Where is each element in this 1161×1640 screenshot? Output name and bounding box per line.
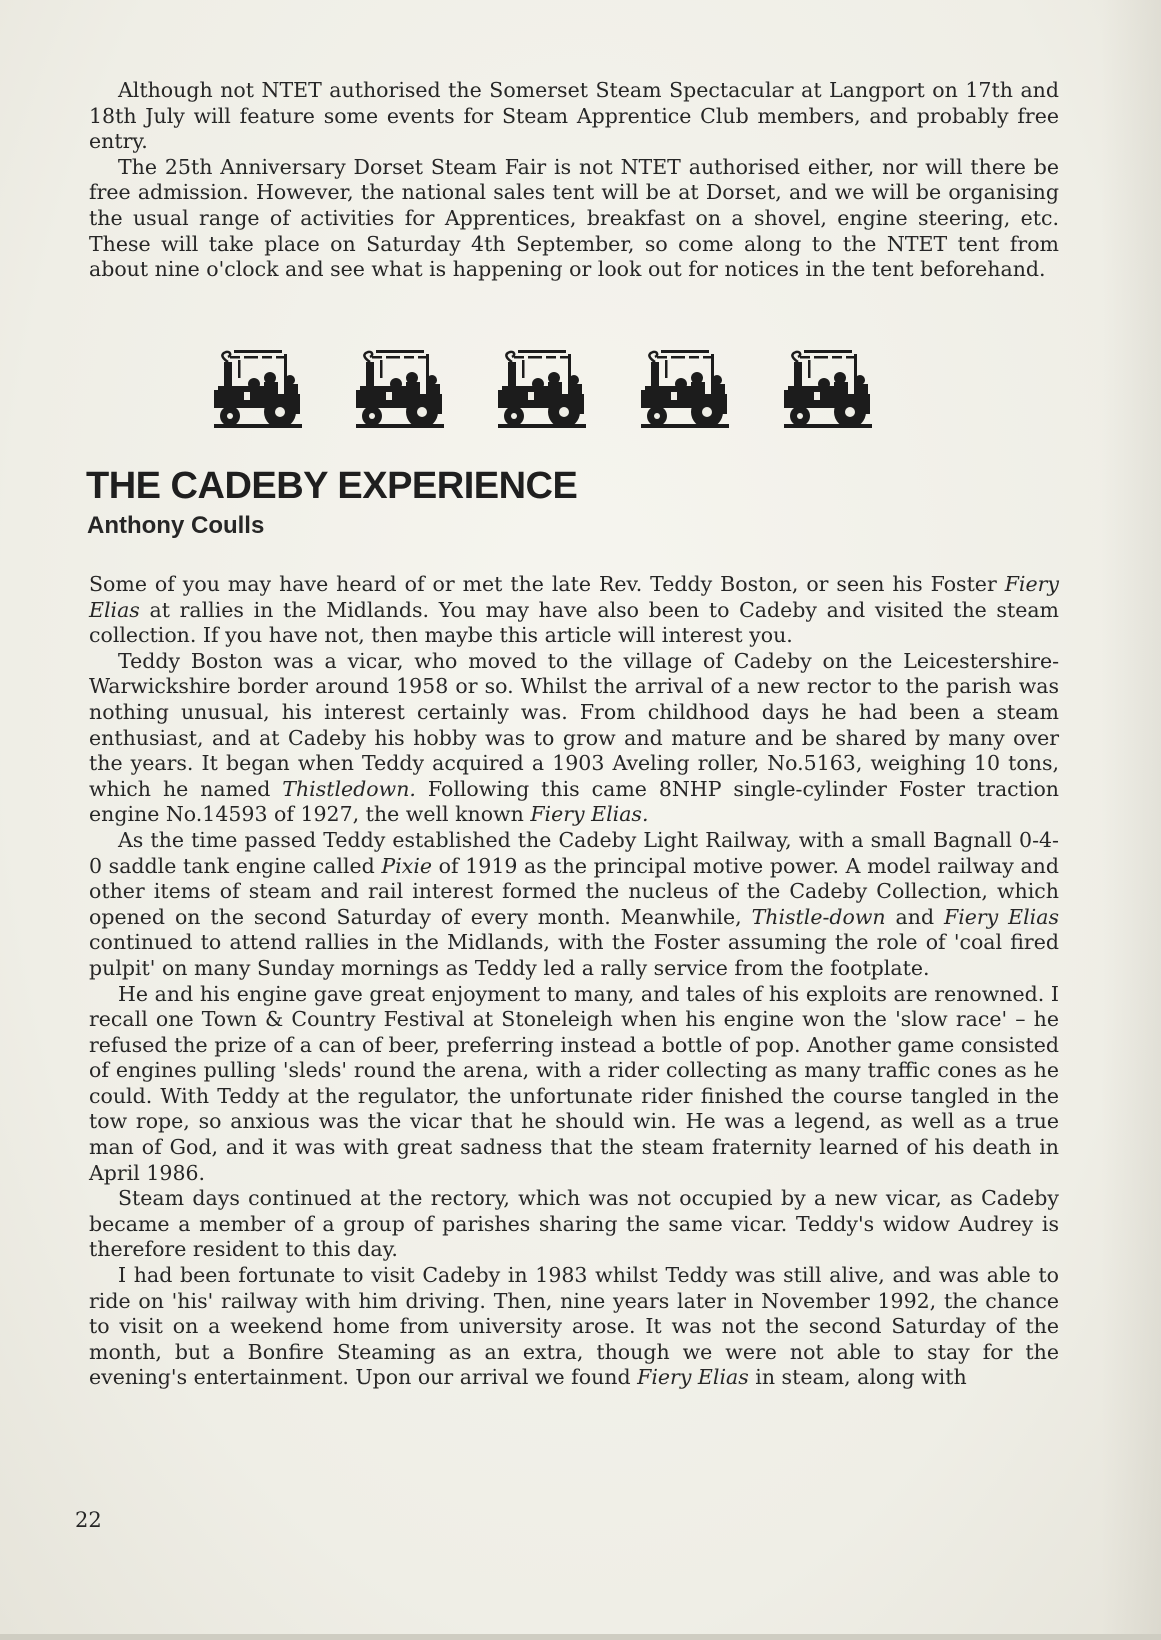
text-run: at rallies in the Midlands. You may have also been to Cadeby and visited the steam collection. If you have not, then maybe this article will interest you. (89, 597, 1059, 648)
text-run: in steam, along with (748, 1365, 967, 1390)
intro-paragraph: The 25th Anniversary Dorset Steam Fair is not NTET authorised either, nor will there be free admission. However, the national sales tent will be at Dorset, and we will be organising the usual range of activities for Apprentices, breakfast on a shovel, engine steering, etc. These will take place on Saturday 4th September, so come along to the NTET tent from about nine o'clock and see what is happening or look out for notices in the tent beforehand. (89, 154, 1059, 282)
italic-text: Pixie (381, 853, 433, 878)
traction-engine-divider (214, 350, 914, 432)
page-shadow (1101, 0, 1161, 1640)
page-number: 22 (75, 1508, 102, 1532)
traction-engine-icon (356, 350, 446, 430)
italic-text: Fiery Elias (637, 1365, 749, 1390)
text-run: As the time passed Teddy established the Cadeby Light Railway, with a small Bagnall 0-4-0 saddle tank engine called (89, 827, 1059, 878)
italic-text: Thistle-down (751, 904, 886, 929)
article-paragraph (89, 1263, 1059, 1391)
traction-engine-icon (784, 350, 874, 430)
text-run: Following this came 8NHP single-cylinder Foster traction engine No.14593 of 1927, the well known (89, 776, 1059, 827)
article-paragraph (89, 1186, 1059, 1263)
text-run: Some of you may have heard of or met the late Rev. Teddy Boston, or seen his Foster (89, 572, 1005, 596)
text-run: and (885, 904, 944, 929)
traction-engine-icon (498, 350, 588, 430)
article-paragraph (89, 649, 1059, 828)
italic-text: Fiery Elias (943, 904, 1059, 929)
text-run: continued to attend rallies in the Midlands, with the Foster assuming the role of 'coal fired pulpit' on many Sunday mornings as Teddy led a rally service from the footplate. (89, 930, 1059, 980)
traction-engine-icon (214, 350, 304, 430)
text-run: Teddy Boston was a vicar, who moved to the village of Cadeby on the Leicestershire-Warwickshire border around 1958 or so. Whilst the arrival of a new rector to the parish was nothing unusual, his interest certainly was. From childhood days he had been a steam enthusiast, and at Cadeby his hobby was to grow and mature and be shared by many over the years. It began when Teddy acquired a 1903 Aveling roller, No.5163, weighing 10 tons, which he named (89, 648, 1059, 801)
text-run: Steam days continued at the rectory, which was not occupied by a new vicar, as Cadeby became a member of a group of parishes sharing the same vicar. Teddy's widow Audrey is therefore resident to this day. (89, 1186, 1059, 1262)
intro-paragraph: Although not NTET authorised the Somerset Steam Spectacular at Langport on 17th and 18th July will feature some events for Steam Apprentice Club members, and probably free entry. (89, 78, 1059, 154)
text-run: He and his engine gave great enjoyment to many, and tales of his exploits are renowned. I recall one Town & Country Festival at Stoneleigh when his engine won the 'slow race' – he refused the prize of a can of beer, preferring instead a bottle of pop. Another game consisted of engines pulling 'sleds' round the arena, with a rider collecting as many traffic cones as he could. With Teddy at the regulator, the unfortunate rider finished the course tangled in the tow rope, so anxious was the vicar that he should win. He was a legend, as well as a true man of God, and it was with great sadness that the steam fraternity learned of his death in April 1986. (89, 981, 1059, 1185)
text-run: I had been fortunate to visit Cadeby in 1983 whilst Teddy was still alive, and was able to ride on 'his' railway with him driving. Then, nine years later in November 1992, the chance to visit on a weekend home from university arose. It was not the second Saturday of the month, but a Bonfire Steaming as an extra, though we were not able to stay for the evening's entertainment. Upon our arrival we found (89, 1263, 1059, 1390)
text-run: of 1919 as the principal motive power. A model railway and other items of steam and rail interest formed the nucleus of the Cadeby Collection, which opened on the second Saturday of every month. Meanwhile, (89, 853, 1060, 929)
italic-text: Thistledown. (282, 776, 416, 801)
article-paragraph (89, 982, 1059, 1187)
page-edge (0, 1634, 1161, 1640)
article-title: THE CADEBY EXPERIENCE (86, 465, 578, 507)
intro-notice (89, 78, 1059, 283)
traction-engine-icon (641, 350, 731, 430)
article-author: Anthony Coulls (87, 512, 265, 539)
article-paragraph (89, 828, 1059, 982)
italic-text: Fiery Elias. (530, 802, 649, 827)
italic-text: Fiery Elias (89, 572, 1059, 622)
article-body (89, 572, 1059, 1391)
article-paragraph (89, 572, 1059, 649)
